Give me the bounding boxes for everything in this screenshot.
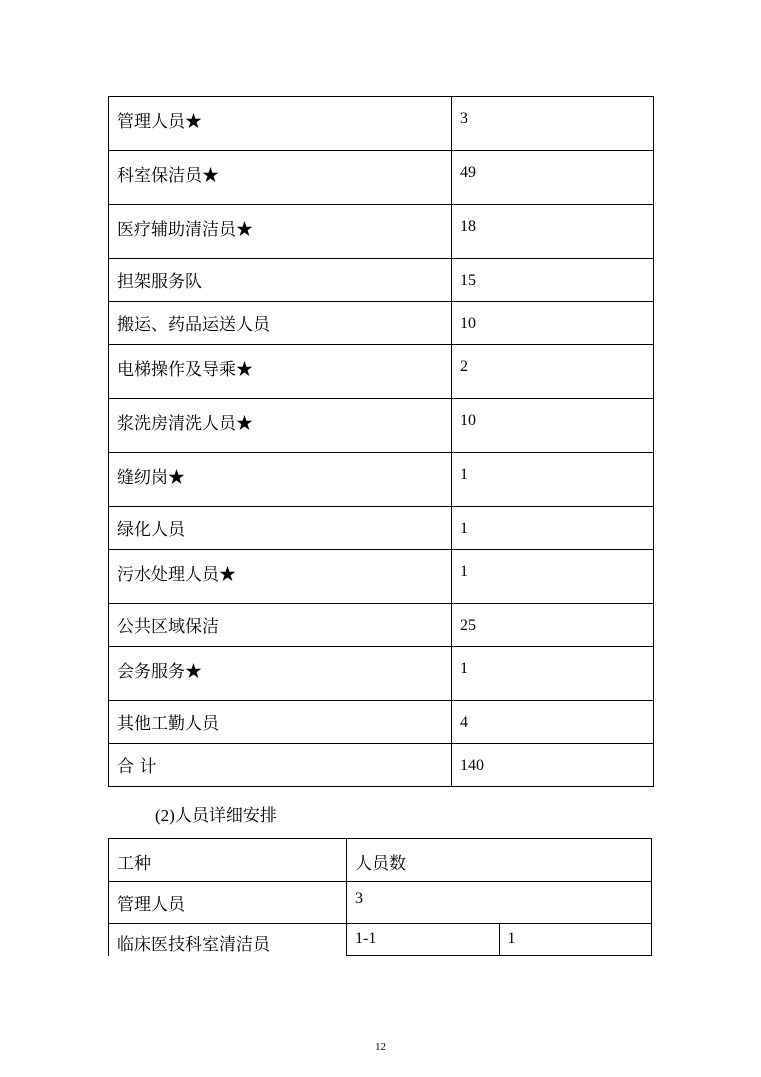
count-cell: 15 xyxy=(452,259,654,302)
table-row xyxy=(109,604,654,647)
table-row xyxy=(109,345,654,399)
count-cell: 18 xyxy=(452,205,654,259)
role-cell: 绿化人员 xyxy=(109,507,452,550)
count-cell: 10 xyxy=(452,399,654,453)
table-row xyxy=(109,205,654,259)
total-count-cell: 140 xyxy=(452,744,654,787)
count-cell: 1 xyxy=(452,453,654,507)
job-type-cell: 临床医技科室清洁员 xyxy=(109,924,347,956)
staff-summary-table xyxy=(108,96,654,787)
role-cell: 科室保洁员★ xyxy=(109,151,452,205)
count-cell: 1 xyxy=(452,550,654,604)
count-cell: 49 xyxy=(452,151,654,205)
count-cell: 3 xyxy=(452,97,654,151)
table-row xyxy=(109,701,654,744)
job-type-cell: 管理人员 xyxy=(109,882,347,924)
header-cell-headcount: 人员数 xyxy=(347,839,652,882)
table-row xyxy=(109,882,652,924)
table-header-row xyxy=(109,839,652,882)
table-row xyxy=(109,647,654,701)
count-cell: 25 xyxy=(452,604,654,647)
role-cell: 医疗辅助清洁员★ xyxy=(109,205,452,259)
table-row xyxy=(109,302,654,345)
headcount-cell: 3 xyxy=(347,882,652,924)
sub-code-cell: 1-1 xyxy=(347,924,500,956)
table-row xyxy=(109,151,654,205)
table-row xyxy=(109,550,654,604)
table-row xyxy=(109,453,654,507)
table-row xyxy=(109,507,654,550)
table-row xyxy=(109,924,652,956)
count-cell: 2 xyxy=(452,345,654,399)
count-cell: 1 xyxy=(452,647,654,701)
table-row xyxy=(109,259,654,302)
role-cell: 担架服务队 xyxy=(109,259,452,302)
role-cell: 公共区域保洁 xyxy=(109,604,452,647)
section-heading xyxy=(155,801,277,826)
page-number: 12 xyxy=(375,1041,386,1053)
section-number: (2) xyxy=(155,806,175,825)
role-cell: 其他工勤人员 xyxy=(109,701,452,744)
role-cell: 搬运、药品运送人员 xyxy=(109,302,452,345)
header-cell-job-type: 工种 xyxy=(109,839,347,882)
count-cell: 4 xyxy=(452,701,654,744)
section-title: 人员详细安排 xyxy=(174,806,277,826)
total-row xyxy=(109,744,654,787)
headcount-cell: 1 xyxy=(499,924,652,956)
table-row xyxy=(109,399,654,453)
total-label-cell: 合 计 xyxy=(109,744,452,787)
table-row xyxy=(109,97,654,151)
role-cell: 污水处理人员★ xyxy=(109,550,452,604)
count-cell: 1 xyxy=(452,507,654,550)
count-cell: 10 xyxy=(452,302,654,345)
role-cell: 电梯操作及导乘★ xyxy=(109,345,452,399)
role-cell: 浆洗房清洗人员★ xyxy=(109,399,452,453)
detail-arrangement-table xyxy=(108,838,652,956)
role-cell: 管理人员★ xyxy=(109,97,452,151)
role-cell: 会务服务★ xyxy=(109,647,452,701)
role-cell: 缝纫岗★ xyxy=(109,453,452,507)
